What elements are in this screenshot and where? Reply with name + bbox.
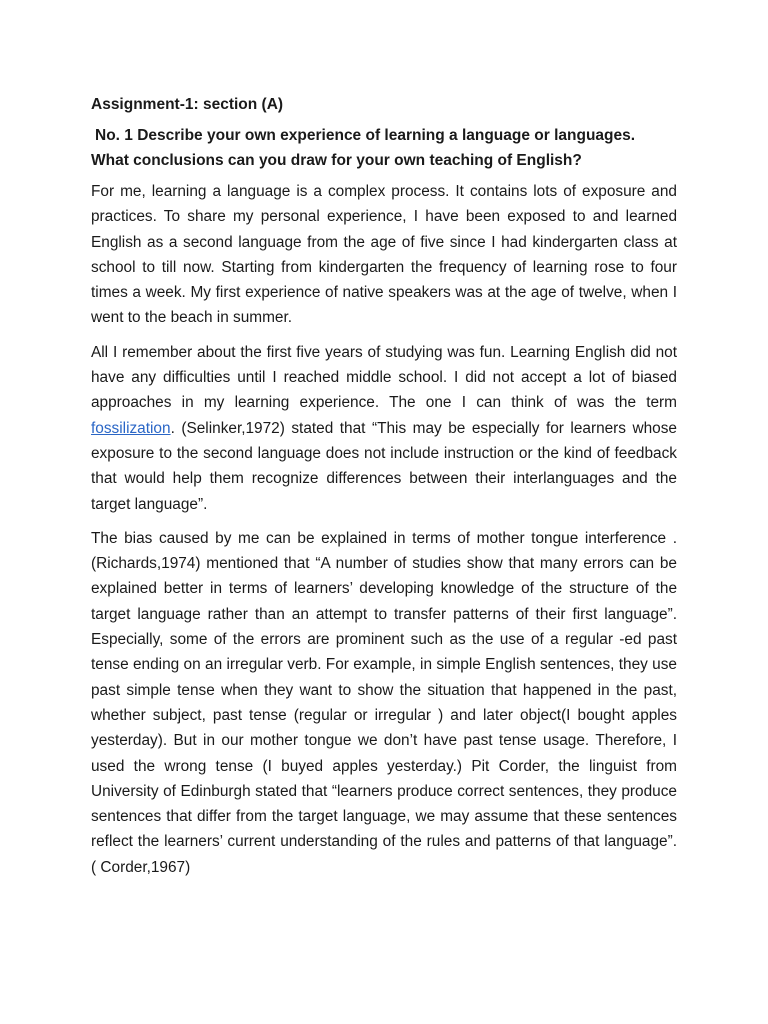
- fossilization-link[interactable]: fossilization: [91, 419, 171, 437]
- paragraph-1: For me, learning a language is a complex process. It contains lots of exposure and practices. To share my personal experience, I have been exposed to and learned English as a second language from the age of five since I had kindergarten class at school to till now. Starting from kindergarten the frequency of learning rose to four times a week. My first experience of native speakers was at the age of twelve, when I went to the beach in summer.: [91, 183, 677, 327]
- question-text: No. 1 Describe your own experience of learning a language or languages. What conclusions can you draw for your own teaching of English?: [91, 127, 636, 169]
- paragraph-2-after-link: . (Selinker,1972) stated that “This may be especially for learners whose exposure to the second language does not include instruction or the kind of feedback that would help them recognize differences between their interlanguages and the target language”.: [91, 419, 677, 513]
- document-page: [91, 92, 677, 889]
- paragraph-2-before-link: All I remember about the first five years of studying was fun. Learning English did not have any difficulties until I reached middle school. I did not accept a lot of biased approaches in my learning experience. The one I can think of was the term: [91, 343, 677, 412]
- assignment-heading: Assignment-1: section (A): [91, 96, 284, 113]
- paragraph-2: [91, 340, 677, 517]
- paragraph-3: The bias caused by me can be explained in terms of mother tongue interference . (Richards,1974) mentioned that “A number of studies show that many errors can be explained better in terms of learners’ developing knowledge of the structure of the target language rather than an attempt to transfer patterns of their first language”. Especially, some of the errors are prominent such as the use of a regular -ed past tense ending on an irregular verb. For example, in simple English sentences, they use past simple tense when they want to show the situation that happened in the past, whether subject, past tense (regular or irregular ) and later object(I bought apples yesterday). But in our mother tongue we don’t have past tense usage. Therefore, I used the wrong tense (I buyed apples yesterday.) Pit Corder, the linguist from University of Edinburgh stated that “learners produce correct sentences, they produce sentences that differ from the target language, we may assume that these sentences reflect the learners’ current understanding of the rules and patterns of that language”. ( Corder,1967): [91, 529, 677, 876]
